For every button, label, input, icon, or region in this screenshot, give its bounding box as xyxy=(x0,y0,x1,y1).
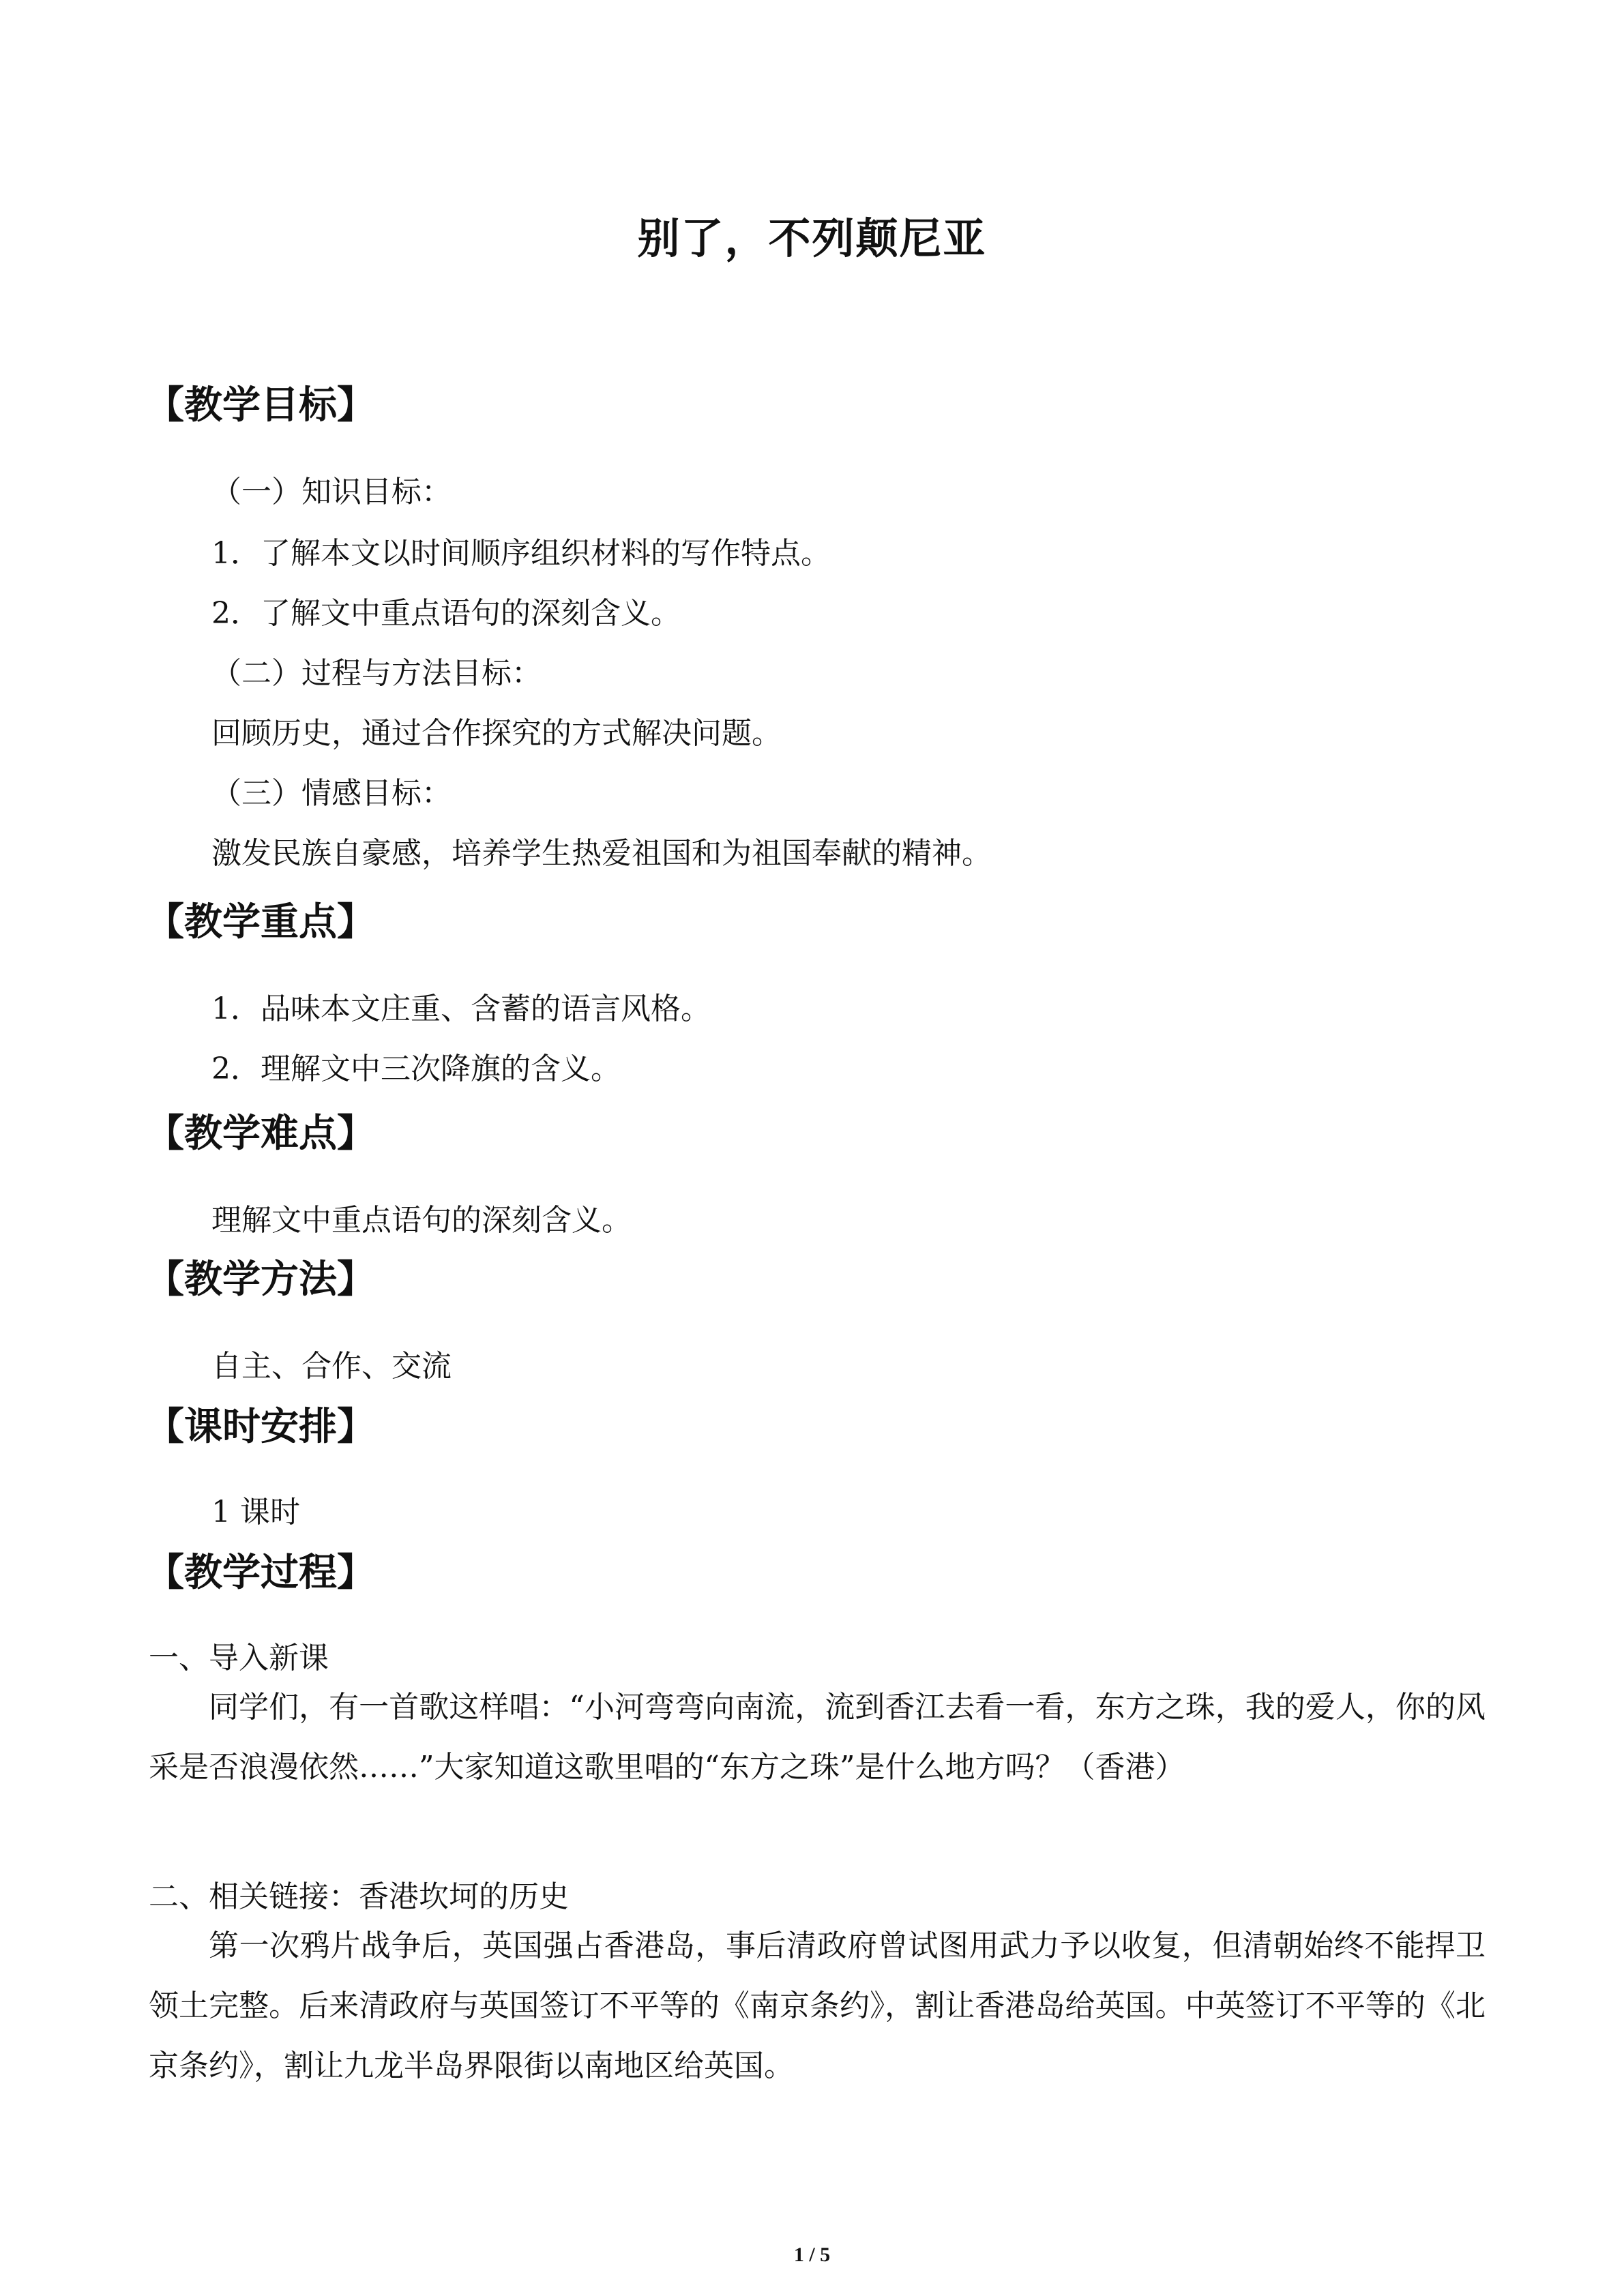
objective-line: 2．了解文中重点语句的深刻含义。 xyxy=(211,596,681,631)
heading-objectives: 【教学目标】 xyxy=(146,383,375,428)
key-point-line: 1．品味本文庄重、含蓄的语言风格。 xyxy=(211,992,711,1026)
method-line: 自主、合作、交流 xyxy=(211,1349,452,1384)
key-point-line: 2．理解文中三次降旗的含义。 xyxy=(211,1052,621,1086)
heading-schedule: 【课时安排】 xyxy=(146,1405,375,1449)
page-number: 1 / 5 xyxy=(793,2243,831,2266)
heading-difficulties: 【教学难点】 xyxy=(146,1112,375,1156)
objective-line: （二）过程与方法目标： xyxy=(211,656,542,691)
objective-line: （三）情感目标： xyxy=(211,776,452,811)
process-step-text: 第一次鸦片战争后，英国强占香港岛，事后清政府曾试图用武力予以收复，但清朝始终不能捍卫领土完整。后来清政府与英国签订不平等的《南京条约》，割让香港岛给英国。中英签订不平等的《北京条约》，割让九龙半岛界限街以南地区给英国。 xyxy=(149,1928,1486,2083)
schedule-line: 1 课时 xyxy=(211,1495,300,1530)
document-title: 别了，不列颠尼亚 xyxy=(637,213,987,263)
heading-key-points: 【教学重点】 xyxy=(146,900,375,944)
objective-line: 1．了解本文以时间顺序组织材料的写作特点。 xyxy=(211,536,831,571)
objective-line: （一）知识目标： xyxy=(211,475,452,509)
process-step-title: 一、导入新课 xyxy=(149,1641,329,1675)
heading-process: 【教学过程】 xyxy=(146,1551,375,1595)
process-step-text: 同学们，有一首歌这样唱：“小河弯弯向南流，流到香江去看一看，东方之珠，我的爱人，你的风采是否浪漫依然……”大家知道这歌里唱的“东方之珠”是什么地方吗？（香港） xyxy=(149,1690,1486,1785)
heading-methods: 【教学方法】 xyxy=(146,1257,375,1302)
process-step-title: 二、相关链接：香港坎坷的历史 xyxy=(149,1879,569,1914)
objective-line: 激发民族自豪感，培养学生热爱祖国和为祖国奉献的精神。 xyxy=(211,836,992,871)
objective-line: 回顾历史，通过合作探究的方式解决问题。 xyxy=(211,716,782,751)
difficulty-line: 理解文中重点语句的深刻含义。 xyxy=(211,1203,632,1238)
